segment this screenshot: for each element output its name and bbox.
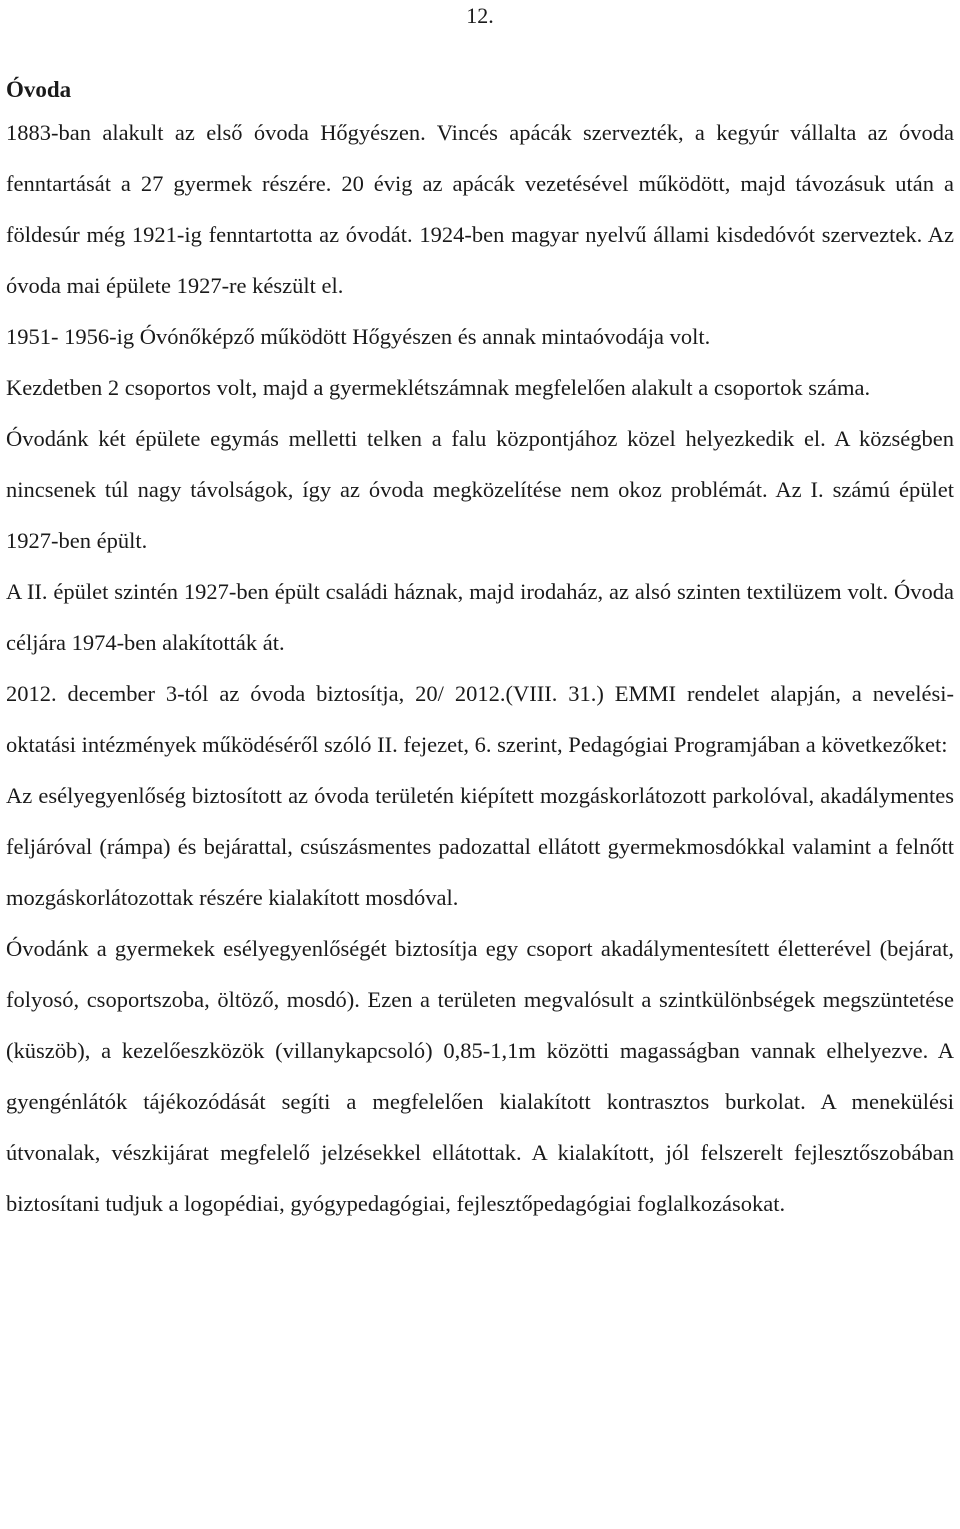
paragraph-accessibility: Óvodánk a gyermekek esélyegyenlőségét biztosítja egy csoport akadálymentesített életterével (bejárat, folyosó, csoportszoba, öltöző, mosdó). Ezen a területen megvalósult a szintkülönbségek megszüntetése (küszöb), a kezelőeszközök (villanykapcsoló) 0,85-1,1m közötti magasságban vannak elhelyezve. A gyengénlátók tájékozódását segíti a megfelelően kialakított kontrasztos burkolat. A menekülési útvonalak, vészkijárat megfelelő jelzésekkel ellátottak. A kialakított, jól felszerelt fejlesztőszobában biztosítani tudjuk a logopédiai, gyógypedagógiai, fejlesztőpedagógiai foglalkozásokat. — [6, 936, 954, 1216]
page-number: 12. — [466, 3, 494, 28]
document-body — [6, 73, 954, 1229]
paragraph-equal-opportunity: Az esélyegyenlőség biztosított az óvoda területén kiépített mozgáskorlátozott parkolóval, akadálymentes feljáróval (rámpa) és bejárattal, csúszásmentes padozattal ellátott gyermekmosdókkal valamint a felnőtt mozgáskorlátozottak részére kialakított mosdóval. — [6, 783, 954, 910]
paragraph-second-building: A II. épület szintén 1927-ben épült családi háznak, majd irodaház, az alsó szinten textilüzem volt. Óvoda céljára 1974-ben alakították át. — [6, 579, 954, 655]
paragraph-buildings: Óvodánk két épülete egymás melletti telken a falu központjához közel helyezkedik el. A községben nincsenek túl nagy távolságok, így az óvoda megközelítése nem okoz problémát. Az I. számú épület 1927-ben épült. — [6, 426, 954, 553]
paragraph-history: 1883-ban alakult az első óvoda Hőgyészen. Vincés apácák szervezték, a kegyúr vállalta az óvoda fenntartását a 27 gyermek részére. 20 évig az apácák vezetésével működött, majd távozásuk után a földesúr még 1921-ig fenntartotta az óvodát. 1924-ben magyar nyelvű állami kisdedóvót szerveztek. Az óvoda mai épülete 1927-re készült el. — [6, 120, 954, 298]
section-heading: Óvoda — [6, 77, 72, 102]
paragraph-groups: Kezdetben 2 csoportos volt, majd a gyermeklétszámnak megfelelően alakult a csoportok száma. — [6, 375, 871, 400]
paragraph-regulation: 2012. december 3-tól az óvoda biztosítja, 20/ 2012.(VIII. 31.) EMMI rendelet alapján, a nevelési-oktatási intézmények működéséről szóló II. fejezet, 6. szerint, Pedagógiai Programjában a következőket: — [6, 681, 954, 757]
paragraph-teacher-training: 1951- 1956-ig Óvónőképző működött Hőgyészen és annak mintaóvodája volt. — [6, 324, 711, 349]
